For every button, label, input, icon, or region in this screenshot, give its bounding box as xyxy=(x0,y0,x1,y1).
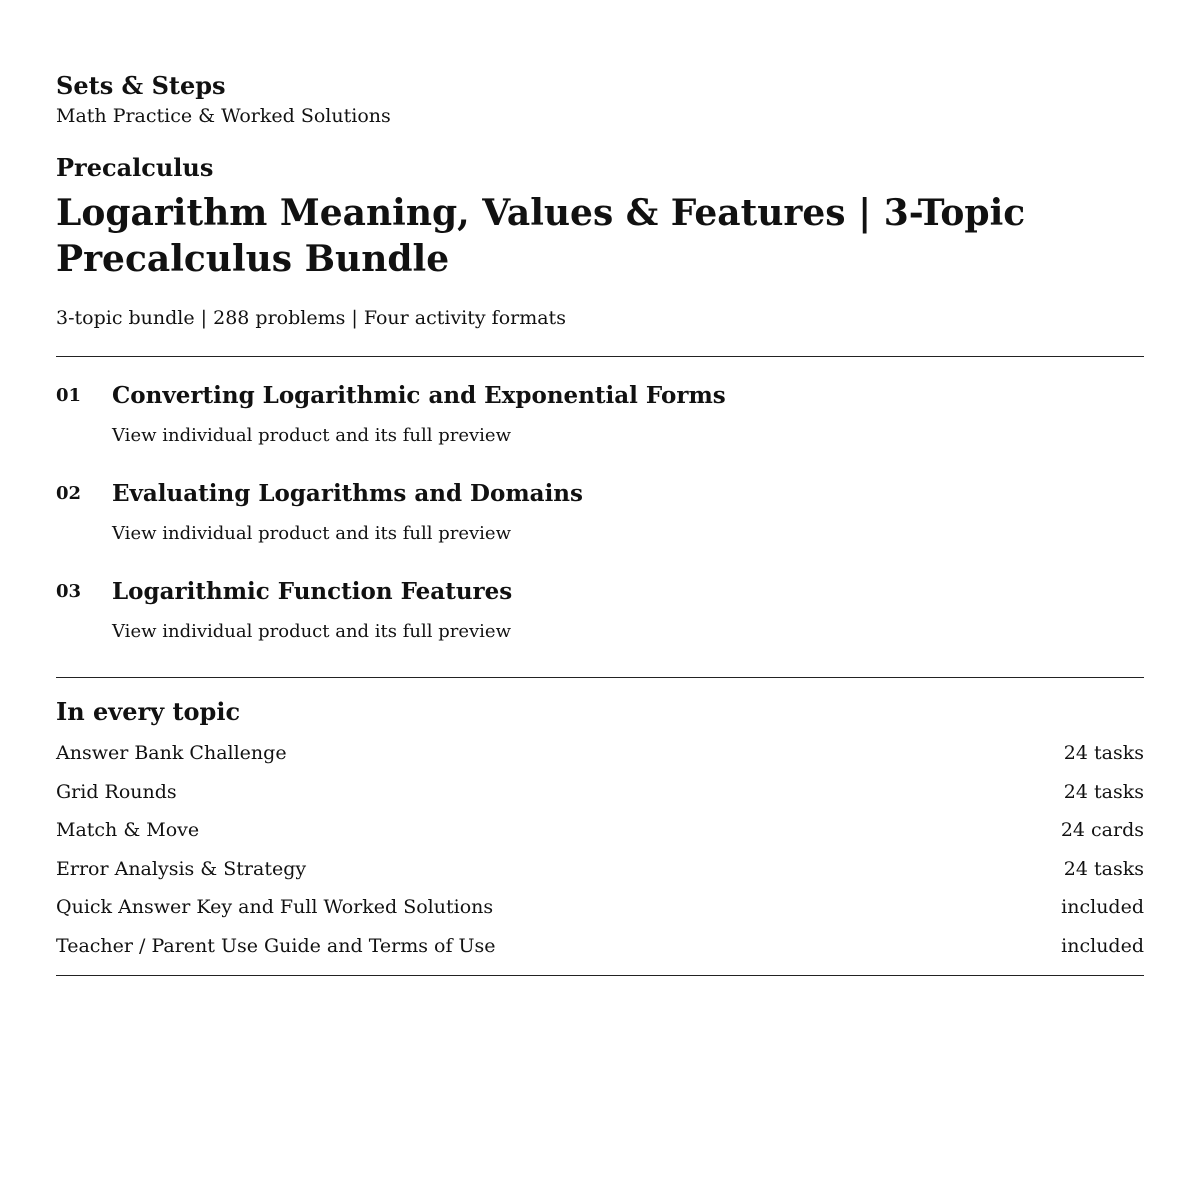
every-topic-heading: In every topic xyxy=(56,697,241,726)
brand-name: Sets & Steps xyxy=(56,71,226,100)
feature-value: included xyxy=(1061,934,1144,957)
bundle-summary: 3-topic bundle | 288 problems | Four activity formats xyxy=(56,307,566,329)
feature-value: 24 tasks xyxy=(1063,742,1144,764)
feature-label: Grid Rounds xyxy=(56,780,177,803)
brand-tagline: Math Practice & Worked Solutions xyxy=(56,105,391,127)
feature-label: Error Analysis & Strategy xyxy=(56,857,307,880)
topic-list xyxy=(56,357,1144,677)
topic-preview-link[interactable]: View individual product and its full preview xyxy=(112,425,511,446)
topic-title: Converting Logarithmic and Exponential Forms xyxy=(112,382,726,409)
topic-number: 03 xyxy=(56,581,82,602)
feature-label: Answer Bank Challenge xyxy=(56,742,287,764)
feature-label: Teacher / Parent Use Guide and Terms of Use xyxy=(56,934,496,957)
feature-value: included xyxy=(1061,896,1144,918)
topic-preview-link[interactable]: View individual product and its full preview xyxy=(112,523,511,544)
topic-title: Logarithmic Function Features xyxy=(112,578,513,605)
subject-label: Precalculus xyxy=(56,153,214,182)
topic-number: 02 xyxy=(56,483,82,504)
feature-row xyxy=(56,779,1144,818)
feature-value: 24 tasks xyxy=(1063,780,1144,803)
page-title: Logarithm Meaning, Values & Features | 3-Topic Precalculus Bundle xyxy=(56,192,1026,280)
feature-value: 24 cards xyxy=(1060,819,1144,841)
topic-item-02 xyxy=(56,479,1144,577)
feature-label: Match & Move xyxy=(56,819,200,841)
feature-row xyxy=(56,740,1144,779)
feature-row xyxy=(56,933,1144,972)
feature-list xyxy=(56,740,1144,971)
divider-bottom xyxy=(56,975,1144,976)
feature-row xyxy=(56,856,1144,895)
topic-preview-link[interactable]: View individual product and its full preview xyxy=(112,621,511,642)
divider-middle xyxy=(56,677,1144,678)
topic-item-03 xyxy=(56,577,1144,653)
feature-label: Quick Answer Key and Full Worked Solutions xyxy=(56,896,494,918)
topic-number: 01 xyxy=(56,385,82,406)
feature-row xyxy=(56,817,1144,856)
product-page xyxy=(56,0,1144,976)
feature-row xyxy=(56,894,1144,933)
topic-title: Evaluating Logarithms and Domains xyxy=(112,480,583,507)
feature-value: 24 tasks xyxy=(1063,857,1144,880)
topic-item-01 xyxy=(56,381,1144,479)
